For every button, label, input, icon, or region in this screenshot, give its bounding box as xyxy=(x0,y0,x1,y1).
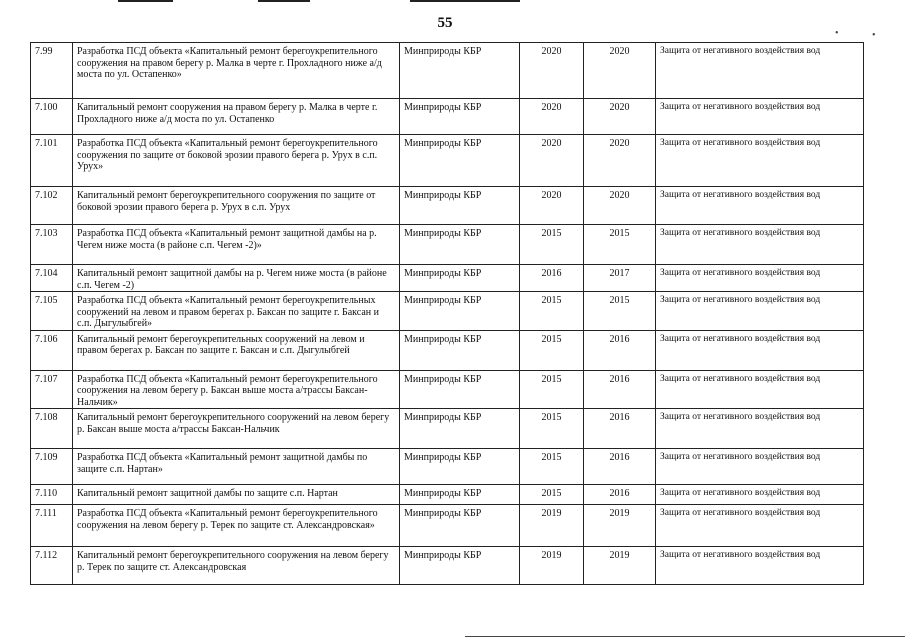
measure-name: Капитальный ремонт берегоукрепительных сооружений на левом и правом берегах р. Баксан по защите г. Баксан и с.п. Дыгулыбгей xyxy=(73,330,400,370)
row-number: 7.111 xyxy=(31,505,73,547)
end-year: 2020 xyxy=(584,135,656,187)
end-year: 2016 xyxy=(584,485,656,505)
measure-name: Разработка ПСД объекта «Капитальный ремонт защитной дамбы по защите с.п. Нартан» xyxy=(73,449,400,485)
top-edge-line xyxy=(258,0,310,2)
page-number: 55 xyxy=(437,15,453,31)
row-number: 7.102 xyxy=(31,187,73,225)
top-edge-line xyxy=(118,0,173,2)
row-number: 7.108 xyxy=(31,409,73,449)
end-year: 2016 xyxy=(584,449,656,485)
row-number: 7.110 xyxy=(31,485,73,505)
measure-name: Разработка ПСД объекта «Капитальный ремонт берегоукрепительных сооружений на левом и правом берегах р. Баксан по защите г. Баксан и с.п. Дыгулыбгей» xyxy=(73,292,400,331)
table-row xyxy=(31,265,864,292)
row-number: 7.109 xyxy=(31,449,73,485)
row-number: 7.112 xyxy=(31,547,73,585)
purpose: Защита от негативного воздействия вод xyxy=(656,43,864,99)
purpose: Защита от негативного воздействия вод xyxy=(656,99,864,135)
row-number: 7.104 xyxy=(31,265,73,292)
executor: Минприроды КБР xyxy=(400,330,520,370)
end-year: 2017 xyxy=(584,265,656,292)
start-year: 2015 xyxy=(520,449,584,485)
measure-name: Разработка ПСД объекта «Капитальный ремонт защитной дамбы на р. Чегем ниже моста (в районе с.п. Чегем -2)» xyxy=(73,225,400,265)
measure-name: Капитальный ремонт берегоукрепительного сооружения на левом берегу р. Терек по защите ст. Александровская xyxy=(73,547,400,585)
start-year: 2015 xyxy=(520,330,584,370)
measures-table xyxy=(30,42,864,585)
table-row xyxy=(31,370,864,409)
start-year: 2019 xyxy=(520,547,584,585)
top-edge-line xyxy=(410,0,520,2)
purpose: Защита от негативного воздействия вод xyxy=(656,292,864,331)
end-year: 2019 xyxy=(584,505,656,547)
measure-name: Разработка ПСД объекта «Капитальный ремонт берегоукрепительного сооружения на левом берегу р. Баксан выше моста а/трассы Баксан-Нальчик» xyxy=(73,370,400,409)
row-number: 7.100 xyxy=(31,99,73,135)
table-row xyxy=(31,43,864,99)
table-row xyxy=(31,292,864,331)
end-year: 2015 xyxy=(584,225,656,265)
end-year: 2020 xyxy=(584,99,656,135)
purpose: Защита от негативного воздействия вод xyxy=(656,187,864,225)
table-row xyxy=(31,99,864,135)
executor: Минприроды КБР xyxy=(400,99,520,135)
executor: Минприроды КБР xyxy=(400,187,520,225)
purpose: Защита от негативного воздействия вод xyxy=(656,225,864,265)
executor: Минприроды КБР xyxy=(400,449,520,485)
end-year: 2016 xyxy=(584,409,656,449)
measure-name: Разработка ПСД объекта «Капитальный ремонт берегоукрепительного сооружения на правом берегу р. Малка в черте г. Прохладного ниже а/д моста по ул. Остапенко» xyxy=(73,43,400,99)
measure-name: Капитальный ремонт сооружения на правом берегу р. Малка в черте г. Прохладного ниже а/д моста по ул. Остапенко xyxy=(73,99,400,135)
measure-name: Разработка ПСД объекта «Капитальный ремонт берегоукрепительного сооружения по защите от боковой эрозии правого берега р. Урух в с.п. Урух» xyxy=(73,135,400,187)
start-year: 2015 xyxy=(520,370,584,409)
measure-name: Капитальный ремонт берегоукрепительного сооружений на левом берегу р. Баксан выше моста а/трассы Баксан-Нальчик xyxy=(73,409,400,449)
measure-name: Капитальный ремонт берегоукрепительного сооружения по защите от боковой эрозии правого берега р. Урух в с.п. Урух xyxy=(73,187,400,225)
end-year: 2016 xyxy=(584,370,656,409)
start-year: 2015 xyxy=(520,292,584,331)
scan-speck: • xyxy=(835,28,839,39)
start-year: 2020 xyxy=(520,43,584,99)
table-row xyxy=(31,409,864,449)
row-number: 7.106 xyxy=(31,330,73,370)
executor: Минприроды КБР xyxy=(400,505,520,547)
executor: Минприроды КБР xyxy=(400,135,520,187)
executor: Минприроды КБР xyxy=(400,292,520,331)
executor: Минприроды КБР xyxy=(400,485,520,505)
end-year: 2019 xyxy=(584,547,656,585)
executor: Минприроды КБР xyxy=(400,547,520,585)
start-year: 2015 xyxy=(520,485,584,505)
executor: Минприроды КБР xyxy=(400,370,520,409)
table-row xyxy=(31,135,864,187)
measure-name: Капитальный ремонт защитной дамбы по защите с.п. Нартан xyxy=(73,485,400,505)
start-year: 2016 xyxy=(520,265,584,292)
table-row xyxy=(31,485,864,505)
purpose: Защита от негативного воздействия вод xyxy=(656,265,864,292)
purpose: Защита от негативного воздействия вод xyxy=(656,485,864,505)
end-year: 2020 xyxy=(584,187,656,225)
end-year: 2016 xyxy=(584,330,656,370)
bottom-edge-line xyxy=(465,636,905,637)
row-number: 7.101 xyxy=(31,135,73,187)
row-number: 7.99 xyxy=(31,43,73,99)
table-row xyxy=(31,330,864,370)
table-body xyxy=(31,43,864,585)
table-row xyxy=(31,547,864,585)
start-year: 2015 xyxy=(520,409,584,449)
end-year: 2020 xyxy=(584,43,656,99)
measure-name: Капитальный ремонт защитной дамбы на р. Чегем ниже моста (в районе с.п. Чегем -2) xyxy=(73,265,400,292)
purpose: Защита от негативного воздействия вод xyxy=(656,135,864,187)
row-number: 7.103 xyxy=(31,225,73,265)
start-year: 2020 xyxy=(520,135,584,187)
executor: Минприроды КБР xyxy=(400,265,520,292)
executor: Минприроды КБР xyxy=(400,225,520,265)
purpose: Защита от негативного воздействия вод xyxy=(656,547,864,585)
start-year: 2020 xyxy=(520,187,584,225)
start-year: 2019 xyxy=(520,505,584,547)
table-row xyxy=(31,505,864,547)
end-year: 2015 xyxy=(584,292,656,331)
purpose: Защита от негативного воздействия вод xyxy=(656,505,864,547)
row-number: 7.107 xyxy=(31,370,73,409)
executor: Минприроды КБР xyxy=(400,409,520,449)
purpose: Защита от негативного воздействия вод xyxy=(656,409,864,449)
executor: Минприроды КБР xyxy=(400,43,520,99)
start-year: 2015 xyxy=(520,225,584,265)
scan-speck: • xyxy=(872,30,876,41)
purpose: Защита от негативного воздействия вод xyxy=(656,449,864,485)
table-row xyxy=(31,187,864,225)
row-number: 7.105 xyxy=(31,292,73,331)
purpose: Защита от негативного воздействия вод xyxy=(656,370,864,409)
start-year: 2020 xyxy=(520,99,584,135)
purpose: Защита от негативного воздействия вод xyxy=(656,330,864,370)
table-row xyxy=(31,225,864,265)
table-row xyxy=(31,449,864,485)
measure-name: Разработка ПСД объекта «Капитальный ремонт берегоукрепительного сооружения на левом берегу р. Терек по защите ст. Александровская» xyxy=(73,505,400,547)
